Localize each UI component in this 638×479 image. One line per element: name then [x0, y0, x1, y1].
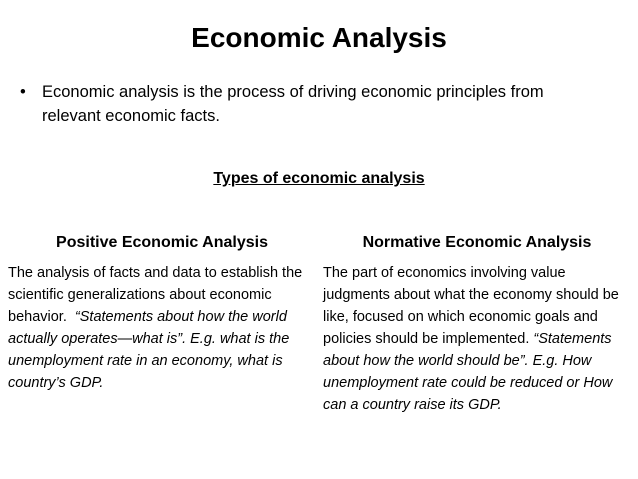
normative-body-text: The part of economics involving value judgments about what the economy should be like, focused on which economic goals and policies should be implemented.	[323, 265, 619, 347]
normative-description	[323, 262, 633, 416]
definition-text: Economic analysis is the process of driving economic principles from relevant economic facts.	[42, 83, 544, 125]
types-subheading: Types of economic analysis	[213, 170, 425, 187]
positive-heading: Positive Economic Analysis	[56, 234, 268, 251]
bullet-icon: •	[20, 83, 26, 101]
positive-description	[8, 262, 312, 394]
positive-quote-text: “Statements about how the world actually operates—what is”. E.g. what is the unemployment rate in an economy, what is country’s GDP.	[8, 309, 290, 391]
normative-quote-text: “Statements about how the world should be”. E.g. How unemployment rate could be reduced or How can a country raise its GDP.	[323, 331, 613, 413]
positive-body-text: The analysis of facts and data to establish the scientific generalizations about economic behavior.	[8, 265, 303, 325]
slide-title: Economic Analysis	[191, 22, 447, 53]
normative-heading: Normative Economic Analysis	[362, 234, 592, 251]
definition-bullet	[20, 80, 600, 128]
